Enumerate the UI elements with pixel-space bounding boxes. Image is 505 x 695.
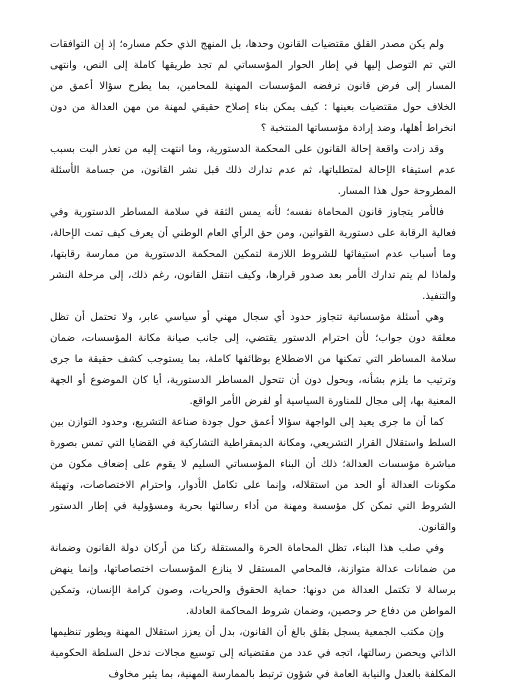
paragraph-5: كما أن ما جرى يعيد إلى الواجهة سؤالا أعمق حول جودة صناعة التشريع، وحدود التوازن بين السلط واستقلال القرار التشريعي، ومكانة الديمقراطية التشاركية في القضايا التي تمس بصورة مباشرة مؤسسات العدالة؛ ذلك أن البناء المؤسساتي السليم لا يقوم على إضعاف مكون من مكونات العدالة أو الحد من استقلاله، وإنما على تكامل الأدوار، واحترام الاختصاصات، وتهيئة الشروط التي تمكن كل مؤسسة ومهنة من أداء رسالتها بحرية ومسؤولية في إطار الدستور والقانون. [50,417,456,533]
document-page [50,34,456,687]
paragraph-2: وقد زادت واقعة إحالة القانون على المحكمة الدستورية، وما انتهت إليه من تعذر البت بسبب عدم استيفاء الإحالة لمتطلباتها، ثم عدم تدارك ذلك قبل نشر القانون، من جسامة الأسئلة المطروحة حول هذا المسار. [50,144,456,197]
paragraph-3: فالأمر يتجاوز قانون المحاماة نفسه؛ لأنه يمس الثقة في سلامة المساطر الدستورية وفي فعالية الرقابة على دستورية القوانين، ومن حق الرأي العام الوطني أن يعرف كيف تمت الإحالة، وما أسباب عدم استيفائها للشروط اللازمة لتمكين المحكمة الدستورية من ممارسة رقابتها، ولماذا لم يتم تدارك الأمر بعد صدور قرارها، وكيف انتقل القانون، رغم ذلك، إلى مرحلة النشر والتنفيذ. [50,207,456,302]
paragraph-4: وهي أسئلة مؤسساتية تتجاوز حدود أي سجال مهني أو سياسي عابر، ولا تحتمل أن تظل معلقة دون جواب؛ لأن احترام الدستور يقتضي، إلى جانب صيانة مكانة المؤسسات، ضمان سلامة المساطر التي تمكنها من الاضطلاع بوظائفها كاملة، بما يستوجب كشف حقيقة ما جرى وترتيب ما يلزم بشأنه، وبحول دون أن تتحول المساطر الدستورية، أيا كان الموضوع أو الجهة المعنية بها، إلى مجال للمناورة السياسية أو لفرض الأمر الواقع. [50,312,456,407]
paragraph-1: ولم يكن مصدر القلق مقتضيات القانون وحدها، بل المنهج الذي حكم مساره؛ إذ إن التوافقات التي تم التوصل إليها في إطار الحوار المؤسساتي لم تجد طريقها كاملة إلى النص، وانتهى المسار إلى فرض قانون ترفضه المؤسسات المهنية للمحامين، بما يطرح سؤالا أعمق من الخلاف حول مقتضيات بعينها : كيف يمكن بناء إصلاح حقيقي لمهنة من مهن العدالة من دون انخراط أهلها، وضد إرادة مؤسساتها المنتخبة ؟ [50,39,456,134]
paragraph-7: وإن مكتب الجمعية يسجل بقلق بالغ أن القانون، بدل أن يعزز استقلال المهنة ويطور تنظيمها الذاتي ويحصن رسالتها، اتجه في عدد من مقتضياته إلى توسيع مجالات تدخل السلطة الحكومية المكلفة بالعدل والنيابة العامة في شؤون ترتبط بالممارسة المهنية، بما يثير مخاوف [50,627,456,680]
paragraph-6: وفي صلب هذا البناء، تظل المحاماة الحرة والمستقلة ركنا من أركان دولة القانون وضمانة من ضمانات عدالة متوازنة، فالمحامي المستقل لا ينازع المؤسسات اختصاصاتها، وإنما ينهض برسالة لا تكتمل العدالة من دونها: حماية الحقوق والحريات، وصون كرامة الإنسان، وتمكين المواطن من دفاع حر وحصين، وضمان شروط المحاكمة العادلة. [50,543,456,617]
